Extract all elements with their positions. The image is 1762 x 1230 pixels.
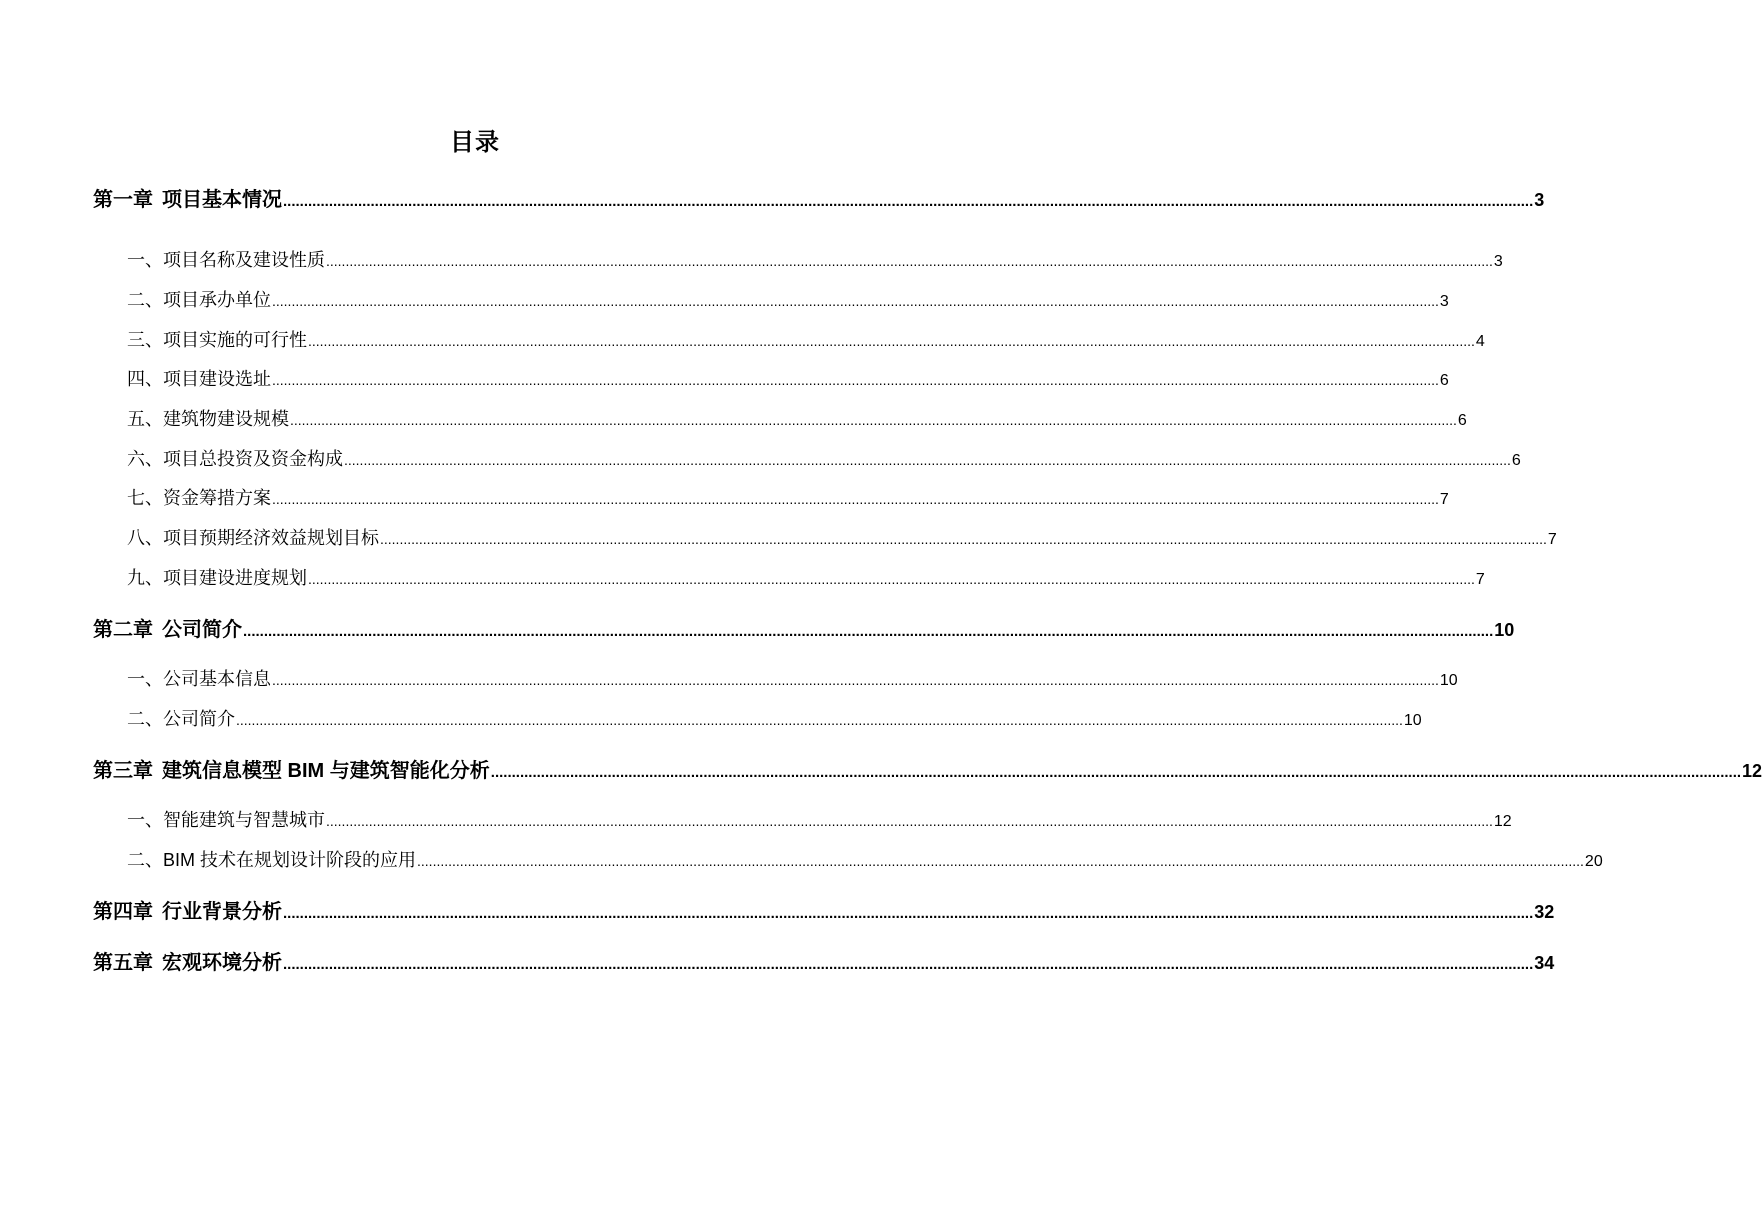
page-number: 10 <box>1439 672 1458 689</box>
dot-leader: ............................................................................................................................................................................................................................................................................................................ <box>243 623 1494 640</box>
section-label: 智能建筑与智慧城市 <box>163 810 325 830</box>
section-label: 项目预期经济效益规划目标 <box>163 528 379 548</box>
dot-leader: ............................................................................................................................................................................................................................................................................................................ <box>236 712 1403 728</box>
toc-chapter-entry[interactable] <box>93 946 1555 975</box>
dot-leader: ............................................................................................................................................................................................................................................................................................................ <box>283 956 1534 973</box>
page-number: 34 <box>1534 953 1555 973</box>
toc-title: 目录 <box>450 129 500 156</box>
section-number: 九、 <box>127 568 163 588</box>
dot-leader: ............................................................................................................................................................................................................................................................................................................ <box>283 193 1534 210</box>
chapter-number: 第三章 <box>93 760 153 782</box>
section-label: 项目实施的可行性 <box>163 330 307 350</box>
chapter-number: 第五章 <box>93 952 153 974</box>
page-number: 32 <box>1534 902 1555 922</box>
page-number: 3 <box>1439 293 1449 310</box>
section-label: 建筑物建设规模 <box>163 409 289 429</box>
section-number: 二、 <box>127 290 163 310</box>
toc-section-entry[interactable] <box>127 326 1485 352</box>
toc-section-entry[interactable] <box>127 246 1503 272</box>
dot-leader: ............................................................................................................................................................................................................................................................................................................ <box>380 531 1547 547</box>
chapter-label: 宏观环境分析 <box>162 952 282 974</box>
page-number: 12 <box>1493 813 1512 830</box>
dot-leader: ............................................................................................................................................................................................................................................................................................................ <box>308 333 1475 349</box>
toc-section-entry[interactable] <box>127 524 1557 550</box>
toc-chapter-entry[interactable] <box>93 895 1555 924</box>
dot-leader: ............................................................................................................................................................................................................................................................................................................ <box>272 491 1439 507</box>
page-number: 4 <box>1475 333 1485 350</box>
section-number: 五、 <box>127 409 163 429</box>
section-label: 项目建设进度规划 <box>163 568 307 588</box>
section-number: 七、 <box>127 488 163 508</box>
dot-leader: ............................................................................................................................................................................................................................................................................................................ <box>283 905 1534 922</box>
section-label: 公司基本信息 <box>163 669 271 689</box>
dot-leader: ............................................................................................................................................................................................................................................................................................................ <box>272 672 1439 688</box>
section-label: 项目总投资及资金构成 <box>163 449 343 469</box>
page-number: 6 <box>1511 452 1521 469</box>
section-label: BIM 技术在规划设计阶段的应用 <box>163 850 417 870</box>
section-label: 公司简介 <box>163 709 235 729</box>
page-number: 20 <box>1584 853 1603 870</box>
chapter-label: 项目基本情况 <box>162 189 282 211</box>
page-number: 10 <box>1494 620 1515 640</box>
page-number: 12 <box>1742 761 1762 781</box>
section-label: 项目名称及建设性质 <box>163 250 325 270</box>
section-number: 一、 <box>127 810 163 830</box>
page-number: 7 <box>1475 571 1485 588</box>
page-number: 7 <box>1547 531 1557 548</box>
dot-leader: ............................................................................................................................................................................................................................................................................................................ <box>417 853 1584 869</box>
toc-chapter-entry[interactable] <box>93 754 1762 783</box>
toc-section-entry[interactable] <box>127 564 1485 590</box>
section-number: 二、 <box>127 709 163 729</box>
toc-section-entry[interactable] <box>127 484 1449 510</box>
page-number: 3 <box>1534 190 1545 210</box>
section-label: 项目建设选址 <box>163 369 271 389</box>
dot-leader: ............................................................................................................................................................................................................................................................................................................ <box>308 571 1475 587</box>
section-number: 一、 <box>127 250 163 270</box>
dot-leader: ............................................................................................................................................................................................................................................................................................................ <box>290 412 1457 428</box>
toc-section-entry[interactable] <box>127 405 1467 431</box>
toc-section-entry[interactable] <box>127 806 1512 832</box>
dot-leader: ............................................................................................................................................................................................................................................................................................................ <box>326 813 1493 829</box>
chapter-label: 行业背景分析 <box>162 901 282 923</box>
chapter-number: 第一章 <box>93 189 153 211</box>
toc-section-entry[interactable] <box>127 846 1603 872</box>
chapter-label: 公司简介 <box>162 619 242 641</box>
toc-section-entry[interactable] <box>127 365 1449 391</box>
page-number: 10 <box>1403 712 1422 729</box>
chapter-number: 第四章 <box>93 901 153 923</box>
section-number: 八、 <box>127 528 163 548</box>
toc-section-entry[interactable] <box>127 705 1422 731</box>
chapter-label: 建筑信息模型 BIM 与建筑智能化分析 <box>162 760 490 782</box>
toc-section-entry[interactable] <box>127 286 1449 312</box>
toc-chapter-entry[interactable] <box>93 613 1515 642</box>
toc-section-entry[interactable] <box>127 445 1521 471</box>
section-number: 三、 <box>127 330 163 350</box>
dot-leader: ............................................................................................................................................................................................................................................................................................................ <box>344 452 1511 468</box>
page-number: 3 <box>1493 253 1503 270</box>
dot-leader: ............................................................................................................................................................................................................................................................................................................ <box>272 293 1439 309</box>
page-number: 6 <box>1439 372 1449 389</box>
dot-leader: ............................................................................................................................................................................................................................................................................................................ <box>272 372 1439 388</box>
toc-section-entry[interactable] <box>127 665 1458 691</box>
section-number: 四、 <box>127 369 163 389</box>
page-number: 7 <box>1439 491 1449 508</box>
section-label: 资金筹措方案 <box>163 488 271 508</box>
toc-chapter-entry[interactable] <box>93 183 1545 212</box>
section-label: 项目承办单位 <box>163 290 271 310</box>
dot-leader: ............................................................................................................................................................................................................................................................................................................ <box>326 253 1493 269</box>
chapter-number: 第二章 <box>93 619 153 641</box>
section-number: 二、 <box>127 850 163 870</box>
section-number: 一、 <box>127 669 163 689</box>
page-number: 6 <box>1457 412 1467 429</box>
dot-leader: ............................................................................................................................................................................................................................................................................................................ <box>490 764 1742 781</box>
section-number: 六、 <box>127 449 163 469</box>
